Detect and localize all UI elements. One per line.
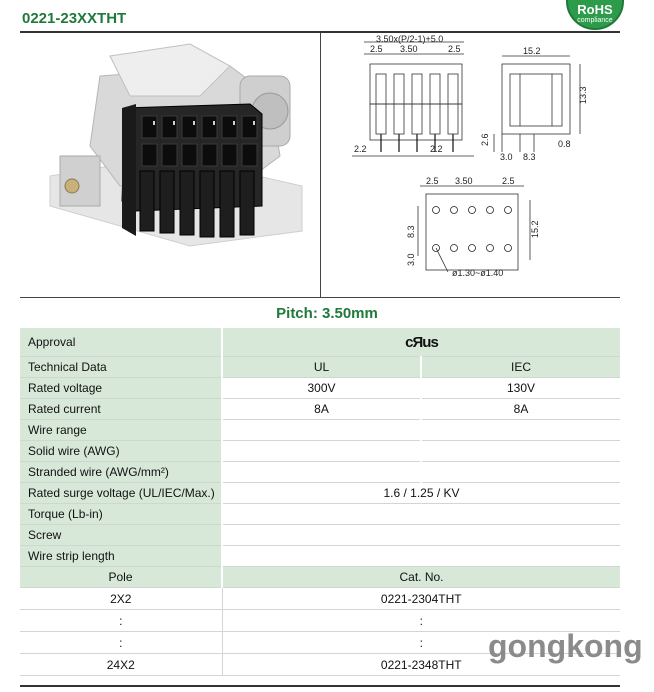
pole-value: 24X2 <box>20 654 222 676</box>
dim-label: 2.5 <box>426 176 439 186</box>
dim-label: 3.50 <box>455 176 473 186</box>
screw-label: Screw <box>20 525 222 546</box>
ul-certification-mark: cЯus <box>405 333 438 351</box>
approval-row <box>20 328 620 357</box>
dim-label: 13.3 <box>578 86 588 104</box>
dim-label: 0.8 <box>558 139 571 149</box>
spec-label: Stranded wire (AWG/mm²) <box>20 462 222 483</box>
pole-header: Pole <box>20 567 222 588</box>
ul-value: 8A <box>222 399 421 420</box>
rohs-sub: compliance <box>577 17 613 24</box>
surge-value: 1.6 / 1.25 / KV <box>222 483 620 504</box>
spec-label: Wire range <box>20 420 222 441</box>
col-iec: IEC <box>421 357 620 378</box>
dim-label: 3.50 <box>400 44 418 54</box>
dimension-drawing <box>324 34 616 296</box>
strip-row <box>20 546 620 567</box>
cat-value: : <box>222 632 620 654</box>
ul-value: 300V <box>222 378 421 399</box>
dim-label: ø1.30~ø1.40 <box>452 268 504 278</box>
cat-value: : <box>222 610 620 632</box>
surge-row <box>20 483 620 504</box>
part-row <box>20 588 620 610</box>
torque-row <box>20 504 620 525</box>
pole-value: : <box>20 632 222 654</box>
spec-table <box>20 328 620 676</box>
spec-row <box>20 441 620 462</box>
dim-label: 15.2 <box>530 220 540 238</box>
iec-value <box>421 441 620 462</box>
cat-header: Cat. No. <box>222 567 620 588</box>
cat-value: 0221-2304THT <box>222 588 620 610</box>
spec-row <box>20 462 620 483</box>
bottom-rule <box>20 685 620 687</box>
mid-rule <box>20 297 620 298</box>
vertical-divider <box>320 33 321 297</box>
col-ul: UL <box>222 357 421 378</box>
spec-label: Rated voltage <box>20 378 222 399</box>
iec-value: 8A <box>421 399 620 420</box>
watermark: gongkong <box>488 628 643 664</box>
spec-label: Solid wire (AWG) <box>20 441 222 462</box>
dim-label: 3.50x(P/2-1)+5.0 <box>376 34 444 44</box>
ul-value <box>222 420 421 441</box>
screw-row <box>20 525 620 546</box>
dim-label: 15.2 <box>523 46 541 56</box>
dim-label: 2.5 <box>502 176 515 186</box>
spec-row <box>20 420 620 441</box>
rohs-badge <box>566 0 624 30</box>
iec-value <box>421 420 620 441</box>
torque-label: Torque (Lb-in) <box>20 504 222 525</box>
parts-header-row <box>20 567 620 588</box>
dim-label: 2.2 <box>354 144 367 154</box>
dim-label: 8.3 <box>523 152 536 162</box>
pitch-heading: Pitch: 3.50mm <box>276 305 378 322</box>
ul-value <box>222 462 421 483</box>
ul-value <box>222 441 421 462</box>
iec-value <box>421 462 620 483</box>
strip-label: Wire strip length <box>20 546 222 567</box>
cat-value: 0221-2348THT <box>222 654 620 676</box>
spec-row <box>20 378 620 399</box>
pole-value: : <box>20 610 222 632</box>
iec-value: 130V <box>421 378 620 399</box>
approval-label: Approval <box>20 328 222 357</box>
dim-label: 8.3 <box>406 225 416 238</box>
dim-label: 2.5 <box>370 44 383 54</box>
spec-label: Rated current <box>20 399 222 420</box>
dim-label: 2.5 <box>448 44 461 54</box>
dim-label: 2.2 <box>430 144 443 154</box>
tech-label: Technical Data <box>20 357 222 378</box>
rohs-label: RoHS <box>577 2 613 17</box>
tech-header-row <box>20 357 620 378</box>
dim-label: 3.0 <box>406 253 416 266</box>
dim-label: 2.6 <box>480 133 490 146</box>
dim-label: 3.0 <box>500 152 513 162</box>
spec-row <box>20 399 620 420</box>
product-photo <box>40 36 310 292</box>
product-title: 0221-23XXTHT <box>22 10 127 27</box>
pole-value: 2X2 <box>20 588 222 610</box>
surge-label: Rated surge voltage (UL/IEC/Max.) <box>20 483 222 504</box>
